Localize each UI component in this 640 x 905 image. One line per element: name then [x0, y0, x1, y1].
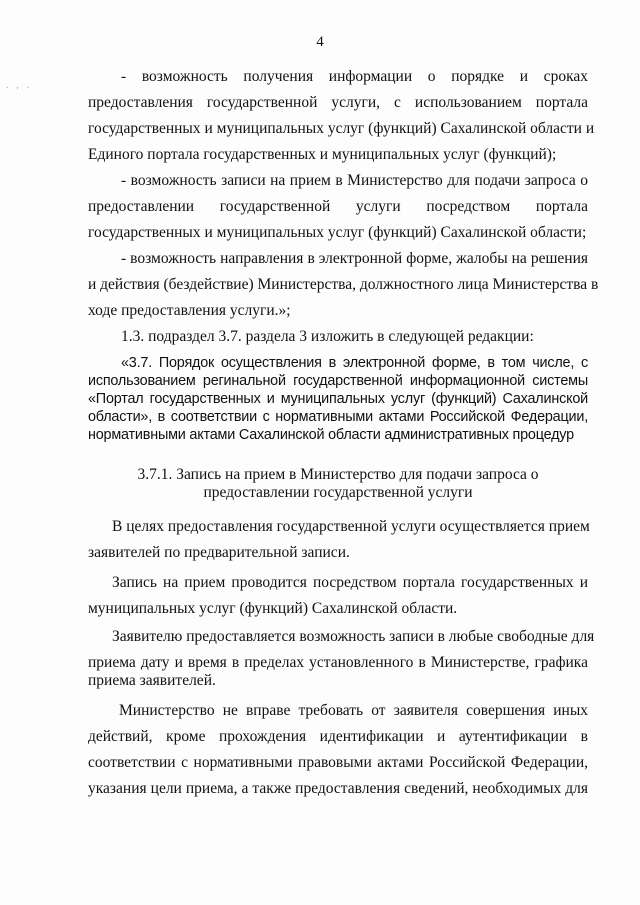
text-line: государственных и муниципальных услуг (функций) Сахалинской области и [88, 120, 595, 137]
text-line: государственных и муниципальных услуг (функций) Сахалинской области; [88, 224, 587, 241]
text-line: и действия (бездействие) Министерства, должностного лица Министерства в [88, 276, 599, 293]
section-heading: 3.7.1. Запись на прием в Министерство для подачи запроса о [137, 466, 539, 483]
scan-artifact: . , . [6, 80, 33, 90]
text-line: приема заявителей. [88, 672, 216, 689]
text-line: - возможность направления в электронной форме, жалобы на решения [121, 250, 588, 267]
text-line: Заявителю предоставляется возможность записи в любые свободные для [112, 628, 595, 645]
text-line: области», в соответствии с нормативными актами Российской Федерации, [88, 409, 588, 425]
text-line: муниципальных услуг (функций) Сахалинской области. [88, 600, 458, 617]
text-line: использованием регинальной государственной информационной системы [88, 373, 588, 389]
text-line: приема дату и время в пределах установленного в Министерстве, графика [88, 654, 588, 671]
text-line: ходе предоставления услуги.»; [88, 302, 291, 319]
text-line: «3.7. Порядок осуществления в электронной форме, в том числе, с [121, 355, 588, 371]
text-line: 1.3. подраздел 3.7. раздела 3 изложить в следующей редакции: [121, 328, 534, 345]
text-line: действий, кроме прохождения идентификации и аутентификации в [88, 728, 588, 745]
text-line: Запись на прием проводится посредством портала государственных и [112, 574, 588, 591]
text-line: указания цели приема, а также предоставления сведений, необходимых для [88, 780, 588, 797]
text-line: предоставлении государственной услуги посредством портала [88, 198, 588, 215]
section-heading: предоставлении государственной услуги [203, 484, 473, 501]
text-line: соответствии с нормативными правовыми актами Российской Федерации, [88, 754, 588, 771]
text-line: предоставления государственной услуги, с использованием портала [88, 94, 588, 111]
text-line: «Портал государственных и муниципальных услуг (функций) Сахалинской [88, 391, 588, 407]
text-line: В целях предоставления государственной услуги осуществляется прием [112, 518, 590, 535]
text-line: нормативными актами Сахалинской области административных процедур [88, 427, 574, 443]
text-line: заявителей по предварительной записи. [88, 544, 350, 561]
text-line: Министерство не вправе требовать от заявителя совершения иных [119, 702, 588, 719]
text-line: Единого портала государственных и муниципальных услуг (функций); [88, 146, 557, 163]
text-line: - возможность получения информации о порядке и сроках [121, 68, 588, 85]
page-number: 4 [316, 34, 324, 50]
text-line: - возможность записи на прием в Министерство для подачи запроса о [121, 172, 588, 189]
